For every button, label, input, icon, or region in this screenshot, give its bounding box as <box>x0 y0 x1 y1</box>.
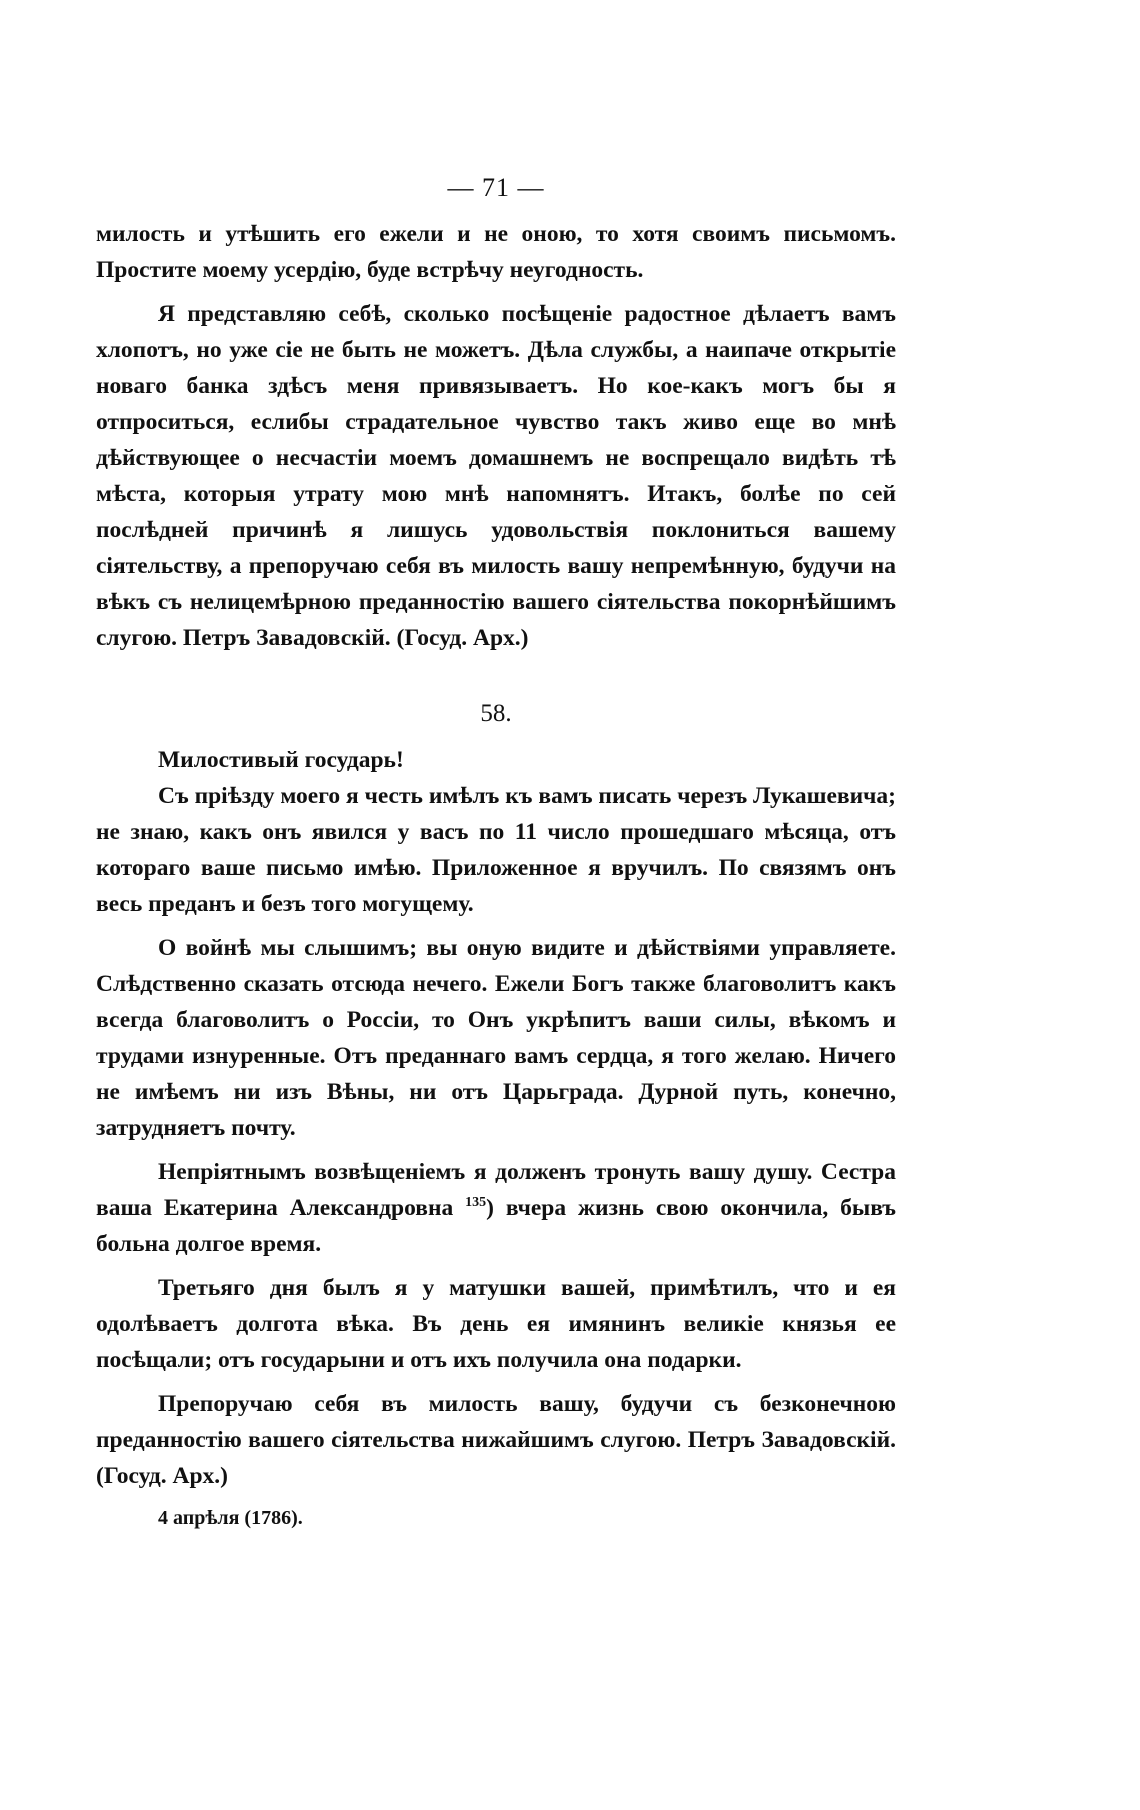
letter-58-paragraph-2: О войнѣ мы слышимъ; вы оную видите и дѣйствіями управляете. Слѣдственно сказать отсюда нечего. Ежели Богъ также благоволитъ какъ всегда благоволитъ о Россіи, то Онъ укрѣпитъ ваши силы, вѣкомъ и трудами изнуренные. Отъ преданнаго вамъ сердца, я того желаю. Ничего не имѣемъ ни изъ Вѣны, ни отъ Царьграда. Дурной путь, конечно, затрудняетъ почту. <box>96 935 896 1141</box>
letter-58-paragraph-1: Съ пріѣзду моего я честь имѣлъ къ вамъ писать черезъ Лукашевича; не знаю, какъ онъ явился у васъ по 11 число прошедшаго мѣсяца, отъ котораго ваше письмо имѣю. Приложенное я вручилъ. По связямъ онъ весь преданъ и безъ того могущему. <box>96 783 896 917</box>
paragraph-gap <box>96 922 896 930</box>
letter-number: 58. <box>480 700 512 727</box>
paragraph-3-text-before: Непріятнымъ возвѣщеніемъ я долженъ тронуть вашу душу. Сестра ваша Екатерина Александровна <box>96 1159 896 1221</box>
letter-57-paragraph-1: милость и утѣшить его ежели и не оною, то хотя своимъ письмомъ. Простите моему усердію, буде встрѣчу неугодность. <box>96 221 896 283</box>
letter-57-paragraph-2: Я представляю себѣ, сколько посѣщеніе радостное дѣлаетъ вамъ хлопотъ, но уже сіе не быть не можетъ. Дѣла службы, а наипаче открытіе новаго банка здѣсъ меня привязываетъ. Но кое-какъ могъ бы я отпроситься, еслибы страдательное чувство такъ живо еще во мнѣ дѣйствующее о несчастіи моемъ домашнемъ не воспрещало видѣть тѣ мѣста, которыя утрату мою мнѣ напомнятъ. Итакъ, болѣе по сей послѣдней причинѣ я лишусь удовольствія поклониться вашему сіятельству, а препоручаю себя въ милость вашу непремѣнную, будучи на вѣкъ съ нелицемѣрною преданностію вашего сіятельства покорнѣйшимъ слугою. Петръ Завадовскій. (Госуд. Арх.) <box>96 301 896 651</box>
footnote-reference: 135 <box>465 1195 487 1211</box>
paragraph-gap <box>96 1378 896 1386</box>
letter-58-paragraph-3 <box>96 1154 896 1262</box>
letter-58-paragraph-4: Третьяго дня былъ я у матушки вашей, примѣтилъ, что и ея одолѣваетъ долгота вѣка. Въ день ея имянинъ великіе князья ее посѣщали; отъ государыни и отъ ихъ получила она подарки. <box>96 1275 896 1373</box>
paragraph-3-text-after: ) вчера жизнь свою окончила, бывъ больна долгое время. <box>96 1195 896 1257</box>
document-page <box>96 170 896 1536</box>
paragraph-gap <box>96 1146 896 1154</box>
letter-date: 4 апрѣля (1786). <box>158 1507 303 1529</box>
letter-salutation: Милостивый государь! <box>158 747 404 773</box>
paragraph-gap <box>96 288 896 296</box>
page-number: — 71 — <box>447 173 545 202</box>
letter-58-paragraph-5: Препоручаю себя въ милость вашу, будучи съ безконечною преданностію вашего сіятельства нижайшимъ слугою. Петръ Завадовскій. (Госуд. Арх.) <box>96 1391 896 1489</box>
paragraph-gap <box>96 1262 896 1270</box>
